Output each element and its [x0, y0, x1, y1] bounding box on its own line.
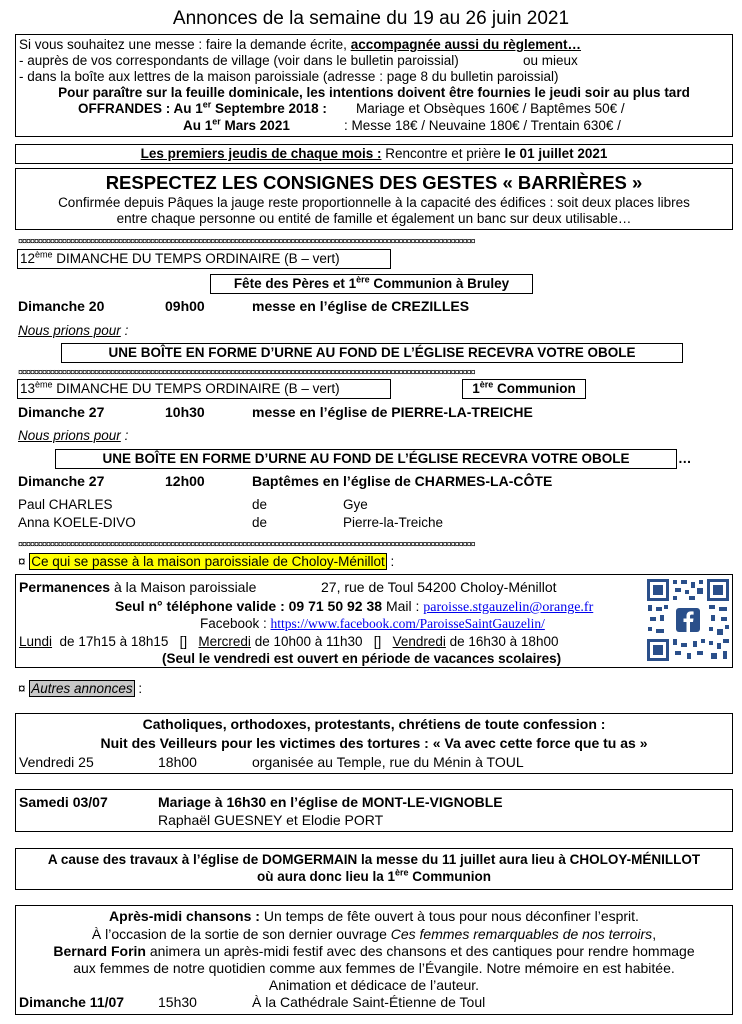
consignes-heading: RESPECTEZ LES CONSIGNES DES GESTES « BARRIÈRES » — [105, 172, 643, 193]
chansons-title: Après-midi chansons : — [109, 908, 260, 924]
chansons-line-1 — [16, 909, 732, 924]
page-title: Annonces de la semaine du 19 au 26 juin 2021 — [172, 8, 570, 29]
sunday13-label — [20, 381, 340, 396]
chansons-event: À la Cathédrale Saint-Étienne de Toul — [252, 994, 486, 1010]
text: animera un après-midi festif avec des chansons et des cantiques pour rendre hommage — [145, 943, 695, 959]
qr-code-icon — [645, 577, 731, 663]
text: Communion à Bruley — [369, 276, 510, 291]
jeudis-label: Les premiers jeudis de chaque mois : — [140, 146, 382, 161]
sup: ère — [356, 274, 370, 285]
intro-ou-mieux: ou mieux — [523, 53, 578, 68]
colon: : — [120, 323, 129, 338]
text: À l’occasion de la sortie de son dernier ouvrage — [91, 926, 391, 942]
bapteme-name: Paul CHARLES — [18, 497, 113, 512]
hours: de 17h15 à 18h15 [] — [52, 634, 199, 649]
baptemes-day: Dimanche 27 — [18, 473, 105, 489]
mariage-names: Raphaël GUESNEY et Elodie PORT — [158, 812, 384, 828]
author: Bernard Forin — [53, 943, 146, 959]
autres-label: Autres annonces — [31, 681, 133, 696]
bullet: ¤ — [18, 554, 30, 569]
label: DIMANCHE DU TEMPS ORDINAIRE (B – vert) — [52, 251, 340, 266]
veilleurs-time: 18h00 — [158, 754, 197, 770]
num: 13 — [20, 381, 36, 396]
chansons-line-4: aux femmes de notre quotidien comme aux femmes de l’Évangile. Notre mémoire en est habitée. — [73, 960, 675, 976]
chansons-time: 15h30 — [158, 994, 197, 1010]
sup: ème — [35, 379, 53, 390]
veilleurs-day: Vendredi 25 — [19, 754, 94, 770]
veilleurs-line-2: Nuit des Veilleurs pour les victimes des tortures : « Va avec cette force que tu as » — [100, 735, 648, 751]
chansons-line-2 — [16, 927, 732, 942]
hours: de 10h00 à 11h30 [] — [250, 634, 393, 649]
email-link[interactable]: paroisse.stgauzelin@orange.fr — [423, 600, 594, 615]
fete-label — [210, 276, 533, 291]
horaires-line — [19, 634, 558, 649]
mail-label: Mail : — [382, 598, 424, 614]
offrandes-label: Au 1 — [183, 118, 213, 133]
day: Vendredi — [392, 634, 446, 649]
prions-label — [18, 323, 128, 338]
prions-text: Nous prions pour — [18, 323, 121, 338]
urne-text: UNE BOÎTE EN FORME D’URNE AU FOND DE L’ÉGLISE RECEVRA VOTRE OBOLE — [102, 451, 630, 466]
veilleurs-event: organisée au Temple, rue du Ménin à TOUL — [252, 754, 524, 770]
baptemes-event: Baptêmes en l’église de CHARMES-LA-CÔTE — [252, 473, 553, 489]
intro-reglement: accompagnée aussi du règlement… — [350, 37, 582, 52]
text: , — [652, 926, 657, 942]
sup: ème — [35, 249, 53, 260]
intro-line-4: Pour paraître sur la feuille dominicale, les intentions doivent être fournies le jeudi soir au plus tard — [58, 85, 690, 100]
jeudis-date: le 01 juillet 2021 — [504, 146, 608, 161]
text: 1 — [472, 381, 480, 396]
baptemes-time: 12h00 — [165, 473, 205, 489]
sup: ère — [479, 379, 494, 390]
permanences-line — [19, 579, 557, 595]
text: Communion — [408, 869, 492, 884]
bapteme-place: Pierre-la-Treiche — [343, 515, 444, 530]
offrandes-prices-1: Mariage et Obsèques 160€ / Baptêmes 50€ / — [356, 101, 625, 116]
consignes-line-1: Confirmée depuis Pâques la jauge reste proportionnelle à la capacité des édifices : soit deux places libres — [58, 195, 690, 210]
travaux-line-2 — [16, 869, 732, 884]
permanences-addr2: 27, rue de Toul 54200 Choloy-Ménillot — [321, 579, 557, 595]
book-title: Ces femmes remarquables de nos terroirs — [390, 926, 653, 942]
urne-ellipsis: … — [678, 451, 692, 466]
separator-line: ¤¤¤¤¤¤¤¤¤¤¤¤¤¤¤¤¤¤¤¤¤¤¤¤¤¤¤¤¤¤¤¤¤¤¤¤¤¤¤¤¤¤¤¤¤¤¤¤¤¤¤¤¤¤¤¤¤¤¤¤¤¤¤¤¤¤¤¤¤¤¤¤¤¤¤¤¤¤¤¤¤¤¤¤¤¤¤¤¤¤¤¤¤¤¤¤¤¤¤¤¤¤¤¤¤¤¤¤¤¤¤¤¤¤ — [18, 369, 475, 375]
intro-text: - auprès de vos correspondants de village (voir dans le bulletin paroissial) — [19, 53, 459, 68]
permanences-addr: à la Maison paroissiale — [110, 579, 257, 595]
separator-line: ¤¤¤¤¤¤¤¤¤¤¤¤¤¤¤¤¤¤¤¤¤¤¤¤¤¤¤¤¤¤¤¤¤¤¤¤¤¤¤¤¤¤¤¤¤¤¤¤¤¤¤¤¤¤¤¤¤¤¤¤¤¤¤¤¤¤¤¤¤¤¤¤¤¤¤¤¤¤¤¤¤¤¤¤¤¤¤¤¤¤¤¤¤¤¤¤¤¤¤¤¤¤¤¤¤¤¤¤¤¤¤¤¤¤ — [18, 238, 475, 244]
sunday12-day: Dimanche 20 — [18, 298, 105, 314]
colon: : — [134, 681, 143, 696]
offrandes-date: Septembre 2018 : — [211, 101, 327, 116]
day: Lundi — [19, 634, 53, 649]
vacances-note: (Seul le vendredi est ouvert en période de vacances scolaires) — [162, 651, 562, 666]
sunday13-event: messe en l’église de PIERRE-LA-TREICHE — [252, 404, 533, 420]
jeudis-text: Rencontre et prière — [381, 146, 505, 161]
bapteme-de: de — [252, 497, 268, 512]
sunday13-day: Dimanche 27 — [18, 404, 105, 420]
mariage-event: Mariage à 16h30 en l’église de MONT-LE-VIGNOBLE — [158, 794, 503, 810]
facebook-link[interactable]: https://www.facebook.com/ParoisseSaintGauzelin/ — [270, 616, 545, 631]
facebook-line — [200, 616, 545, 631]
bapteme-name: Anna KOELE-DIVO — [18, 515, 136, 530]
sunday12-label — [20, 251, 340, 266]
sup: ère — [395, 867, 409, 878]
tel-line — [115, 599, 593, 615]
veilleurs-line-1: Catholiques, orthodoxes, protestants, chrétiens de toute confession : — [142, 716, 606, 732]
offrandes-prices-2: : Messe 18€ / Neuvaine 180€ / Trentain 630€ / — [344, 118, 621, 133]
bullet: ¤ — [18, 681, 30, 696]
telephone: Seul n° téléphone valide : 09 71 50 92 38 — [115, 598, 383, 614]
intro-line-3: - dans la boîte aux lettres de la maison paroissiale (adresse : page 8 du bulletin paroissial) — [19, 69, 559, 84]
offrandes-date: Mars 2021 — [220, 118, 290, 133]
intro-line-1 — [19, 37, 581, 52]
intro-text: Si vous souhaitez une messe : faire la demande écrite, — [19, 37, 351, 52]
colon: : — [386, 554, 395, 569]
text: Fête des Pères et 1 — [233, 276, 357, 291]
autres-heading — [18, 681, 142, 696]
bapteme-place: Gye — [343, 497, 368, 512]
text: Communion — [493, 381, 576, 396]
maison-heading — [18, 554, 394, 569]
label: DIMANCHE DU TEMPS ORDINAIRE (B – vert) — [52, 381, 340, 396]
offrandes-line-1 — [78, 99, 625, 116]
prions-label — [18, 428, 128, 443]
bapteme-de: de — [252, 515, 268, 530]
text: où aura donc lieu la 1 — [256, 869, 396, 884]
sup: er — [212, 116, 221, 127]
facebook-label: Facebook : — [200, 616, 271, 631]
hours: de 16h30 à 18h00 — [445, 634, 559, 649]
chansons-day: Dimanche 11/07 — [19, 994, 125, 1010]
num: 12 — [20, 251, 36, 266]
sunday12-time: 09h00 — [165, 298, 205, 314]
text: Un temps de fête ouvert à tous pour nous déconfiner l’esprit. — [259, 908, 639, 924]
colon: : — [120, 428, 129, 443]
chansons-line-5: Animation et dédicace de l’auteur. — [268, 977, 480, 993]
urne-text: UNE BOÎTE EN FORME D’URNE AU FOND DE L’ÉGLISE RECEVRA VOTRE OBOLE — [108, 345, 636, 360]
intro-line-2 — [19, 53, 578, 68]
day: Mercredi — [198, 634, 251, 649]
separator-line: ¤¤¤¤¤¤¤¤¤¤¤¤¤¤¤¤¤¤¤¤¤¤¤¤¤¤¤¤¤¤¤¤¤¤¤¤¤¤¤¤¤¤¤¤¤¤¤¤¤¤¤¤¤¤¤¤¤¤¤¤¤¤¤¤¤¤¤¤¤¤¤¤¤¤¤¤¤¤¤¤¤¤¤¤¤¤¤¤¤¤¤¤¤¤¤¤¤¤¤¤¤¤¤¤¤¤¤¤¤¤¤¤¤¤ — [18, 541, 475, 547]
maison-label: Ce qui se passe à la maison paroissiale de Choloy-Ménillot — [31, 554, 385, 569]
permanences-label: Permanences — [19, 579, 111, 595]
jeudis-line — [16, 146, 732, 161]
travaux-line-1: A cause des travaux à l’église de DOMGERMAIN la messe du 11 juillet aura lieu à CHOLOY-MÉNILLOT — [47, 852, 701, 867]
chansons-line-3 — [16, 944, 732, 959]
sunday12-event: messe en l’église de CREZILLES — [252, 298, 470, 314]
offrandes-label: OFFRANDES : Au 1 — [78, 101, 203, 116]
communion-label — [462, 381, 586, 396]
mariage-day: Samedi 03/07 — [19, 794, 108, 810]
sunday13-time: 10h30 — [165, 404, 205, 420]
prions-text: Nous prions pour — [18, 428, 121, 443]
offrandes-line-2 — [183, 116, 621, 133]
consignes-line-2: entre chaque personne ou entité de famille et également un banc sur deux utilisable… — [116, 211, 632, 226]
sup: er — [202, 99, 212, 110]
